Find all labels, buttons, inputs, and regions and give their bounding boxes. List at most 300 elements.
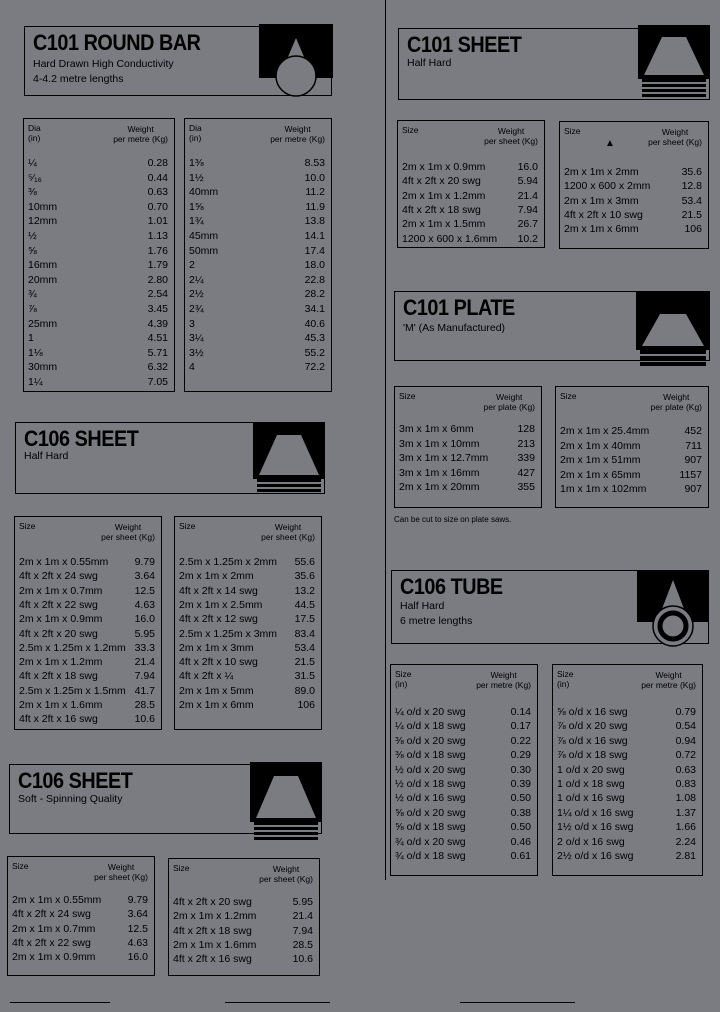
row-size: 1 o/d x 20 swg — [557, 763, 625, 776]
row-size: 4ft x 2ft x 10 swg — [564, 208, 643, 221]
row-size: 4ft x 2ft x ¼ — [179, 670, 234, 683]
row-size: 2½ — [189, 288, 204, 301]
row-weight: 1.01 — [147, 215, 168, 228]
row-weight: 106 — [297, 699, 315, 711]
row-weight: 35.6 — [681, 166, 702, 178]
row-size: 2m x 1m x 0.9mm — [19, 613, 103, 626]
arrow-marker: ▲ — [605, 138, 615, 149]
section-header-c101-plate — [394, 291, 710, 361]
header-label: Size — [179, 521, 196, 531]
row-size: ½ — [28, 230, 37, 242]
row-size: 3½ — [189, 346, 204, 359]
sheet-stack-icon — [253, 423, 325, 495]
row-size: 2m x 1m x 6mm — [179, 699, 254, 711]
row-size: 3 — [189, 317, 195, 330]
row-weight: 711 — [685, 439, 702, 452]
row-size: ⅝ o/d x 16 swg — [557, 706, 628, 718]
row-weight: 21.5 — [294, 656, 315, 669]
row-size: 3m x 1m x 12.7mm — [399, 452, 489, 465]
section-subtitle: Half Hard — [24, 450, 69, 462]
row-size: 2 o/d x 16 swg — [557, 835, 625, 848]
row-weight: 2.80 — [147, 273, 168, 286]
plate-note: Can be cut to size on plate saws. — [394, 515, 512, 524]
section-title: C101 ROUND BAR — [33, 30, 201, 55]
row-weight: 14.1 — [304, 230, 325, 242]
row-weight: 4.51 — [147, 332, 168, 345]
row-weight: 4.39 — [147, 317, 168, 330]
section-subtitle: Hard Drawn High Conductivity — [33, 58, 174, 70]
header-unit: per sheet (Kg) — [648, 137, 702, 147]
row-size: 4ft x 2ft x 20 swg — [402, 175, 481, 188]
row-size: 4 — [189, 361, 195, 374]
sheet-stack-icon — [638, 25, 710, 99]
row-size: 3m x 1m x 6mm — [399, 423, 474, 435]
row-weight: 13.2 — [294, 584, 315, 597]
row-weight: 7.94 — [134, 670, 155, 683]
header-unit: per sheet (Kg) — [484, 136, 538, 146]
row-weight: 17.5 — [294, 613, 315, 626]
header-label: Weight — [661, 127, 689, 137]
column-header-size — [189, 123, 202, 143]
row-size: 20mm — [28, 273, 58, 286]
row-size: 1¾ — [189, 215, 204, 228]
c101-plate-table-2 — [555, 386, 709, 508]
sheet-stack-icon — [250, 762, 322, 850]
row-weight: 0.79 — [675, 706, 696, 718]
c106-soft-table-1 — [7, 856, 155, 976]
section-title: C106 SHEET — [18, 768, 133, 793]
column-header-weight — [113, 124, 168, 144]
row-weight: 0.72 — [675, 749, 696, 762]
row-size: ¾ — [28, 288, 37, 301]
column-header-weight — [484, 126, 538, 146]
row-size: 4ft x 2ft x 12 swg — [179, 613, 258, 626]
row-weight: 12.5 — [127, 922, 148, 935]
column-header-weight — [476, 670, 531, 690]
row-weight: 40.6 — [304, 317, 325, 330]
header-unit: per sheet (Kg) — [94, 872, 148, 882]
c106-tube-table-1 — [390, 664, 538, 876]
row-weight: 21.4 — [134, 656, 155, 669]
row-size: 25mm — [28, 317, 58, 330]
row-size: ¾ o/d x 20 swg — [395, 835, 466, 848]
bottom-rule-right — [460, 1002, 575, 1003]
row-size: 10mm — [28, 200, 58, 213]
section-subtitle: 'M' (As Manufactured) — [403, 322, 506, 334]
row-weight: 9.79 — [127, 894, 148, 906]
row-weight: 0.94 — [675, 734, 696, 747]
row-size: 1200 x 600 x 2mm — [564, 180, 651, 193]
row-size: 3m x 1m x 10mm — [399, 437, 480, 450]
c106-tube-table-2 — [552, 664, 703, 876]
header-label: Weight — [655, 670, 682, 680]
row-size: 4ft x 2ft x 14 swg — [179, 584, 258, 597]
row-size: 2.5m x 1.25m x 3mm — [179, 627, 278, 640]
header-label: Weight — [496, 392, 523, 402]
row-weight: 1.13 — [147, 230, 168, 242]
header-unit: (in) — [557, 679, 570, 689]
section-title: C101 PLATE — [403, 295, 515, 320]
row-size: 2m x 1m x 0.9mm — [402, 161, 486, 173]
row-weight: 28.5 — [292, 938, 313, 951]
header-label: Weight — [274, 522, 302, 532]
header-label: Dia — [189, 123, 202, 133]
row-weight: 0.63 — [675, 763, 696, 776]
row-weight: 106 — [684, 223, 702, 236]
row-weight: 72.2 — [304, 361, 325, 374]
c101-sheet-table-1 — [397, 120, 545, 248]
row-weight: 1.76 — [147, 244, 168, 257]
row-size: 1200 x 600 x 1.6mm — [402, 232, 498, 245]
column-header-size — [560, 391, 577, 401]
row-size: 2¾ — [189, 303, 204, 315]
row-weight: 21.4 — [517, 189, 538, 202]
row-weight: 28.5 — [134, 699, 155, 711]
row-size: ⅜ — [28, 186, 37, 199]
round-bar-table-1 — [23, 118, 175, 392]
row-weight: 0.38 — [510, 806, 531, 819]
header-label: Weight — [497, 126, 525, 136]
header-label: Weight — [114, 522, 142, 532]
row-size: ¼ o/d x 20 swg — [395, 706, 466, 718]
row-size: 4ft x 2ft x 20 swg — [19, 627, 98, 640]
row-size: 1¼ — [28, 376, 43, 388]
c101-sheet-table-2 — [559, 121, 709, 249]
row-weight: 5.94 — [517, 175, 538, 188]
row-weight: 5.95 — [292, 896, 313, 908]
row-weight: 10.6 — [134, 713, 155, 726]
row-size: 45mm — [189, 230, 219, 242]
row-weight: 55.6 — [294, 556, 315, 568]
row-size: 2m x 1m x 3mm — [179, 641, 254, 654]
row-weight: 213 — [517, 437, 535, 450]
column-header-weight — [259, 864, 313, 884]
row-size: 2m x 1m x 0.55mm — [12, 894, 102, 906]
c101-plate-table-1 — [394, 386, 542, 508]
section-subtitle: Half Hard — [400, 600, 445, 612]
row-size: 16mm — [28, 259, 58, 272]
header-label: Weight — [490, 670, 517, 680]
header-unit: per sheet (Kg) — [261, 532, 315, 542]
row-weight: 3.64 — [127, 908, 148, 921]
row-weight: 907 — [684, 454, 702, 467]
row-weight: 0.83 — [675, 778, 696, 790]
round-bar-table-2 — [184, 118, 332, 392]
section-subtitle-2: 4-4.2 metre lengths — [33, 73, 124, 85]
row-weight: 0.39 — [510, 778, 531, 790]
column-header-size — [557, 669, 574, 689]
row-size: 2m x 1m x 51mm — [560, 454, 641, 467]
row-weight: 452 — [684, 425, 702, 437]
row-size: 1¼ o/d x 16 swg — [557, 806, 634, 819]
row-size: 1⅜ — [189, 157, 204, 169]
header-label: Size — [395, 669, 412, 679]
row-size: ¼ o/d x 18 swg — [395, 720, 466, 733]
row-weight: 55.2 — [304, 346, 325, 359]
column-header-weight — [651, 392, 703, 412]
row-weight: 3.45 — [147, 303, 168, 315]
row-size: 2m x 1m x 2.5mm — [179, 598, 263, 611]
row-weight: 12.8 — [681, 180, 702, 193]
column-header-size — [564, 126, 581, 136]
row-weight: 10.2 — [517, 232, 538, 245]
row-weight: 427 — [517, 466, 535, 479]
row-weight: 2.24 — [675, 835, 696, 848]
row-weight: 53.4 — [294, 641, 315, 654]
header-unit: per sheet (Kg) — [101, 532, 155, 542]
row-size: 2m x 1m x 0.55mm — [19, 556, 109, 568]
row-weight: 128 — [517, 423, 535, 435]
row-size: 1⅝ — [189, 200, 204, 213]
column-divider — [385, 0, 386, 880]
column-header-weight — [94, 862, 148, 882]
row-size: 1½ o/d x 16 swg — [557, 821, 634, 834]
column-header-size — [12, 861, 29, 871]
header-label: Size — [173, 863, 190, 873]
row-weight: 0.61 — [510, 850, 531, 862]
header-label: Size — [564, 126, 581, 136]
row-weight: 11.2 — [305, 186, 325, 199]
row-weight: 21.4 — [292, 910, 313, 923]
row-size: 2m x 1m x 1.6mm — [19, 699, 103, 711]
row-weight: 0.70 — [147, 200, 168, 213]
row-weight: 41.7 — [134, 684, 155, 697]
row-size: ⅞ o/d x 20 swg — [557, 720, 628, 733]
section-subtitle: Soft - Spinning Quality — [18, 793, 123, 805]
row-size: ⅜ o/d x 18 swg — [395, 749, 466, 762]
row-size: 2m x 1m x 65mm — [560, 468, 641, 481]
row-weight: 53.4 — [681, 194, 702, 207]
bottom-rule-left — [10, 1002, 110, 1003]
c106-half-hard-table-2 — [174, 516, 322, 730]
section-header-c106-half-hard — [15, 422, 325, 494]
row-weight: 7.05 — [147, 376, 168, 388]
row-size: 30mm — [28, 361, 58, 374]
header-unit: (in) — [189, 133, 202, 143]
row-size: ¼ — [28, 157, 37, 169]
section-header-c101-sheet — [398, 28, 710, 100]
row-weight: 1.66 — [675, 821, 696, 834]
row-size: 4ft x 2ft x 10 swg — [179, 656, 258, 669]
column-header-size — [399, 391, 416, 401]
row-weight: 17.4 — [304, 244, 325, 257]
row-size: 2m x 1m x 1.2mm — [173, 910, 257, 923]
row-weight: 45.3 — [304, 332, 325, 345]
row-size: ⅞ o/d x 18 swg — [557, 749, 628, 762]
row-weight: 13.8 — [304, 215, 325, 228]
row-size: 2m x 1m x 6mm — [564, 223, 639, 236]
row-weight: 10.0 — [304, 171, 325, 184]
column-header-weight — [261, 522, 315, 542]
row-size: 1m x 1m x 102mm — [560, 483, 647, 496]
row-weight: 16.0 — [127, 951, 148, 964]
row-size: 12mm — [28, 215, 58, 228]
row-weight: 0.17 — [510, 720, 531, 733]
row-size: 1 — [28, 332, 34, 345]
row-weight: 22.8 — [304, 273, 325, 286]
header-label: Size — [399, 391, 416, 401]
row-weight: 11.9 — [305, 200, 325, 213]
row-size: 2m x 1m x 2mm — [564, 166, 639, 178]
row-weight: 33.3 — [134, 641, 155, 654]
column-header-weight — [484, 392, 536, 412]
row-size: 4ft x 2ft x 18 swg — [19, 670, 98, 683]
row-weight: 0.46 — [510, 835, 531, 848]
header-unit: per metre (Kg) — [113, 134, 168, 144]
row-size: ⅞ — [28, 303, 37, 315]
row-weight: 28.2 — [304, 288, 325, 301]
row-size: 1 o/d x 18 swg — [557, 778, 625, 790]
header-label: Size — [557, 669, 574, 679]
section-subtitle: Half Hard — [407, 57, 452, 69]
row-weight: 0.28 — [147, 157, 168, 169]
column-header-size — [173, 863, 190, 873]
row-weight: 1.37 — [675, 806, 696, 819]
row-weight: 16.0 — [517, 161, 538, 173]
section-title: C106 TUBE — [400, 574, 503, 599]
row-weight: 5.95 — [134, 627, 155, 640]
row-weight: 3.64 — [134, 570, 155, 583]
section-title: C101 SHEET — [407, 32, 522, 57]
row-weight: 8.53 — [304, 157, 325, 169]
header-label: Weight — [272, 864, 300, 874]
row-weight: 0.22 — [510, 734, 531, 747]
row-size: ⅜ o/d x 20 swg — [395, 734, 466, 747]
header-unit: per metre (Kg) — [476, 680, 531, 690]
row-size: 2m x 1m x 0.7mm — [12, 922, 96, 935]
header-label: Weight — [284, 124, 311, 134]
row-weight: 12.5 — [134, 584, 155, 597]
header-label: Size — [560, 391, 577, 401]
row-weight: 21.5 — [681, 208, 702, 221]
column-header-weight — [648, 127, 702, 147]
row-weight: 83.4 — [294, 627, 315, 640]
section-header-c106-tube — [391, 570, 709, 644]
row-size: 2m x 1m x 1.5mm — [402, 218, 486, 231]
header-label: Weight — [127, 124, 154, 134]
row-size: 2.5m x 1.25m x 2mm — [179, 556, 278, 568]
row-size: 2m x 1m x 2mm — [179, 570, 254, 583]
row-size: 2m x 1m x 0.9mm — [12, 951, 96, 964]
column-header-size — [402, 125, 419, 135]
row-weight: 26.7 — [517, 218, 538, 231]
row-size: 2 — [189, 259, 195, 272]
row-size: 2m x 1m x 1.2mm — [19, 656, 103, 669]
header-label: Size — [19, 521, 36, 531]
row-size: 2½ o/d x 16 swg — [557, 850, 634, 862]
row-weight: 355 — [517, 481, 535, 494]
round-bar-icon — [259, 24, 333, 100]
row-size: 4ft x 2ft x 24 swg — [19, 570, 98, 583]
row-weight: 0.30 — [510, 763, 531, 776]
section-subtitle-2: 6 metre lengths — [400, 615, 473, 627]
row-weight: 1157 — [679, 468, 702, 481]
row-weight: 31.5 — [294, 670, 315, 683]
row-size: ⅝ o/d x 20 swg — [395, 806, 466, 819]
row-weight: 2.81 — [675, 850, 696, 862]
row-weight: 1.08 — [675, 792, 696, 805]
row-size: ½ o/d x 20 swg — [395, 763, 466, 776]
row-size: 3¼ — [189, 332, 204, 345]
row-weight: 18.0 — [304, 259, 325, 272]
column-header-size — [19, 521, 36, 531]
row-size: 2m x 1m x 5mm — [179, 684, 254, 697]
row-weight: 0.50 — [510, 792, 531, 805]
column-header-size — [28, 123, 41, 143]
row-size: ⁵⁄₁₆ — [28, 171, 42, 184]
row-size: 4ft x 2ft x 18 swg — [173, 924, 252, 937]
row-weight: 16.0 — [134, 613, 155, 626]
row-weight: 7.94 — [517, 203, 538, 216]
row-size: ½ o/d x 18 swg — [395, 778, 466, 790]
column-header-weight — [270, 124, 325, 144]
header-unit: per metre (Kg) — [270, 134, 325, 144]
row-size: ½ o/d x 16 swg — [395, 792, 466, 805]
column-header-weight — [101, 522, 155, 542]
row-size: 4ft x 2ft x 24 swg — [12, 908, 91, 921]
row-weight: 9.79 — [134, 556, 155, 568]
header-unit: per sheet (Kg) — [259, 874, 313, 884]
row-size: 4ft x 2ft x 16 swg — [19, 713, 98, 726]
header-label: Weight — [107, 862, 135, 872]
row-weight: 0.44 — [147, 171, 168, 184]
header-unit: per plate (Kg) — [483, 402, 535, 412]
row-size: 50mm — [189, 244, 219, 257]
header-unit: per plate (Kg) — [650, 402, 702, 412]
section-header-c106-soft — [9, 764, 322, 834]
row-weight: 6.32 — [147, 361, 168, 374]
row-weight: 0.14 — [510, 706, 531, 718]
plate-stack-icon — [636, 292, 710, 368]
row-size: 2.5m x 1.25m x 1.5mm — [19, 684, 126, 697]
row-weight: 89.0 — [294, 684, 315, 697]
row-weight: 1.79 — [147, 259, 168, 272]
row-size: 2¼ — [189, 273, 204, 286]
row-weight: 44.5 — [294, 598, 315, 611]
row-size: ⅞ o/d x 16 swg — [557, 734, 628, 747]
section-title: C106 SHEET — [24, 426, 139, 451]
row-weight: 4.63 — [134, 598, 155, 611]
tube-icon — [637, 570, 709, 650]
row-weight: 34.1 — [304, 303, 325, 315]
section-header-round-bar — [24, 26, 332, 96]
row-weight: 2.54 — [147, 288, 168, 301]
row-weight: 907 — [684, 483, 702, 496]
c106-soft-table-2 — [168, 858, 320, 976]
row-weight: 35.6 — [294, 570, 315, 583]
header-label: Dia — [28, 123, 41, 133]
header-label: Weight — [663, 392, 690, 402]
row-weight: 0.29 — [510, 749, 531, 762]
row-size: 3m x 1m x 16mm — [399, 466, 480, 479]
row-weight: 0.50 — [510, 821, 531, 834]
row-size: 2m x 1m x 3mm — [564, 194, 639, 207]
c106-half-hard-table-1 — [14, 516, 162, 730]
row-weight: 10.6 — [292, 953, 313, 966]
row-size: 1½ — [189, 171, 204, 184]
row-size: 40mm — [189, 186, 219, 199]
bottom-rule-mid — [225, 1002, 330, 1003]
row-size: 2m x 1m x 40mm — [560, 439, 641, 452]
row-size: 4ft x 2ft x 22 swg — [19, 598, 98, 611]
row-size: 2m x 1m x 25.4mm — [560, 425, 650, 437]
row-size: 4ft x 2ft x 16 swg — [173, 953, 252, 966]
row-size: 2m x 1m x 1.6mm — [173, 938, 257, 951]
row-weight: 5.71 — [147, 346, 168, 359]
column-header-size — [395, 669, 412, 689]
column-header-size — [179, 521, 196, 531]
row-weight: 0.54 — [675, 720, 696, 733]
